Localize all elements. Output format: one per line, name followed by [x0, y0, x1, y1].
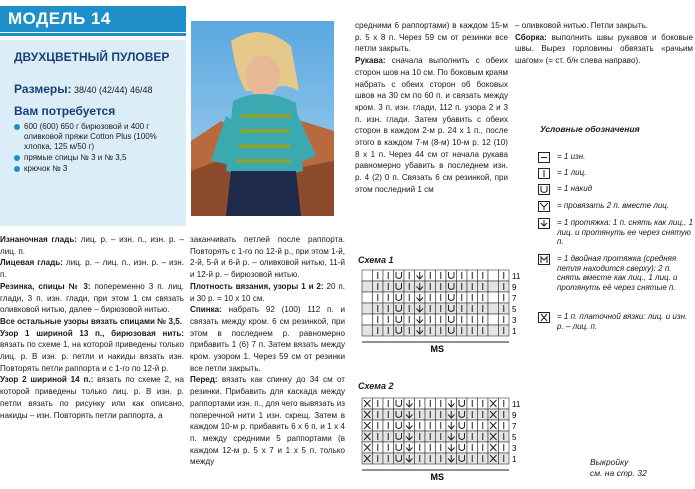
row-label: 9 [512, 283, 517, 292]
c4-body2: выполнить швы рукавов и боковые швы. Вырез горловины обвязать «рачьим шагом» (= ст. б/н слева направо). [515, 32, 693, 66]
row-label: 3 [512, 444, 517, 453]
chart-cell [457, 453, 468, 464]
c2-title3: Спинка: [190, 305, 222, 315]
c2-title2: Плотность вязания, узоры 1 и 2: [190, 281, 324, 291]
c2-body4: вязать как спинку до 34 см от резинки. Прибавить для каскада между раппортами изн. п., для чего вывязать из поперечной нити 1 изн. скрещ. Затем в каждом 10-м р. прибавить 6 х 6 п. и 1 х 4 п. между средними 5 раппортами (в каждом 12-м р. 5 х 7 и 1 х 5 п. только между [190, 375, 346, 467]
row-label: 11 [512, 400, 521, 409]
text-column-4 [515, 20, 693, 67]
material-item: прямые спицы № 3 и № 3,5 [14, 153, 182, 163]
p1-body: лиц. р. – изн. п., изн. р. – лиц. п. [0, 235, 185, 256]
legend-item: = 1 п. платочной вязки: лиц. и изн. р. – лиц. п. [538, 312, 695, 331]
material-item: 600 (600) 650 г бирюзовой и 400 г оливковой пряжи Cotton Plus (100% хлопка, 125 м/50 г) [14, 122, 182, 152]
p2-body: лиц. р. – лиц. п., изн. р. – изн. п. [0, 258, 184, 280]
c2-body2: 20 п. и 30 р. = 10 х 10 см. [190, 281, 345, 303]
yarnover-symbol-icon [538, 184, 550, 195]
sizes-label: Размеры: [14, 82, 72, 96]
legend-item: = 1 двойная протяжка (средняя петля находится сверху): 2 п. снять вместе как лиц., 1 лиц. и протянуть её через снятые п. [538, 254, 695, 292]
c3-text1: средними 6 раппортами) в каждом 15-м р. 5 х 8 п. Через 59 см от резинки все петли закрыть. [355, 21, 508, 54]
chart-cell [457, 409, 468, 420]
p6-body: вязать по схеме 2, на которой приведены только лиц. р. В изн. р. петли вязать по рисунку или как описано, накиды – изн. Повторять петли раппорта, а [0, 375, 184, 420]
chart-cell [362, 325, 373, 336]
chart-cell [457, 420, 468, 431]
chart-cell [394, 431, 405, 442]
model-header: МОДЕЛЬ 14 [0, 6, 186, 32]
chart-cell [488, 314, 499, 325]
pattern-title: ДВУХЦВЕТНЫЙ ПУЛОВЕР [14, 50, 170, 64]
chart-cell [394, 420, 405, 431]
chart1-title: Схема 1 [358, 255, 394, 265]
c3-body2: сначала выполнить с обеих сторон шов на 10 см. По боковым краям набрать с обеих сторон об боковых швов на 30 см по 60 п. и связать между кром. 3 п. изн. глади, 112 п. узора 2 и 3 п. изн. глади. Затем убавить с обеих сторон в каждом 2-м р. 24 х 1 п., после этого в каждом 7-м (8-м) 10-м р. 12 (10) 8 х 1 п. Через 44 см от начала рукава равномерно убавить в последнем изн. р. 4 (2) 0 п. Связать 6 см резинкой, при этом последний 1 см [355, 56, 508, 194]
row-label: 5 [512, 433, 517, 442]
materials-list [14, 122, 182, 175]
row-label: 9 [512, 411, 517, 420]
chart-cell [488, 292, 499, 303]
chart-cell [362, 303, 373, 314]
chart-cell [446, 303, 457, 314]
c4-text1: – оливковой нитью. Петли закрыть. [515, 21, 649, 30]
c2-title4: Перед: [190, 375, 218, 385]
text-column-2 [190, 234, 345, 468]
chart-cell [362, 292, 373, 303]
chart2-grid [360, 396, 525, 481]
chart-cell [446, 325, 457, 336]
legend-item: = 1 лиц. [538, 168, 695, 178]
legend-title: Условные обозначения [540, 124, 640, 134]
c2-text1: заканчивать петлей после раппорта. Повторять с 1-го по 12-й р., при этом 1-й, 2-й, 5-й и 6-й р. – оливковой нитью, 11-й и 12-й р. – бирюзовой нитью. [190, 235, 345, 280]
legend-item: = 1 накид [538, 184, 695, 194]
chart-cell [446, 292, 457, 303]
chart-cell [394, 442, 405, 453]
ms-label: MS [430, 344, 444, 353]
legend-item: = провязать 2 п. вместе лиц. [538, 201, 695, 211]
row-label: 11 [512, 272, 521, 281]
p5-body: вязать по схеме 1, на которой приведены только лиц. р. В изн. р. петли и накиды вязать изн. Повторять петли раппорта и с 1-го по 12-й р. [0, 340, 184, 373]
chart-cell [394, 303, 405, 314]
chart-cell [446, 314, 457, 325]
chart-cell [362, 281, 373, 292]
material-item: крючок № 3 [14, 164, 182, 174]
chart-cell [394, 409, 405, 420]
p2-title: Лицевая гладь: [0, 258, 63, 268]
sizes-value: 38/40 (42/44) 46/48 [73, 85, 153, 95]
c2-body3: набрать 92 (100) 112 п. и связать между кром. 6 см резинкой, при этом в последнем р. равномерно прибавить 1 (6) 7 п. Затем вязать между кром. узором 1. Через 59 см от резинки все петли закрыть. [190, 305, 345, 373]
chart-cell [394, 325, 405, 336]
p4-title: Все остальные узоры вязать спицами № 3,5. [0, 316, 182, 326]
chart-cell [457, 398, 468, 409]
chart-cell [362, 270, 373, 281]
chart-cell [488, 270, 499, 281]
chart-cell [488, 303, 499, 314]
text-column-3 [355, 20, 508, 196]
p3-body: попеременно 3 п. лиц. глади, 3 п. изн. глади, при этом 1 см связать оливковой нитью, далее – бирюзовой нитью. [0, 281, 184, 315]
chart-cell [362, 314, 373, 325]
model-photo [191, 21, 334, 216]
chart-cell [394, 398, 405, 409]
row-label: 1 [512, 327, 517, 336]
row-label: 3 [512, 316, 517, 325]
chart-cell [446, 270, 457, 281]
chart-cell [394, 453, 405, 464]
ssk-symbol-icon [538, 218, 550, 229]
header-rule [0, 33, 186, 36]
p1-title: Изнаночная гладь: [0, 235, 77, 244]
row-label: 7 [512, 294, 517, 303]
purl-symbol-icon [538, 152, 550, 163]
chart-cell [394, 314, 405, 325]
chart2-title: Схема 2 [358, 381, 394, 391]
legend-item: = 1 изн. [538, 152, 695, 162]
double-decrease-symbol-icon [538, 254, 550, 265]
p5-title: Узор 1 шириной 13 п., бирюзовая нить: [0, 328, 184, 338]
row-label: 5 [512, 305, 517, 314]
k2tog-symbol-icon [538, 201, 550, 212]
chart-cell [394, 292, 405, 303]
ms-label: MS [430, 472, 444, 481]
c4-title2: Сборка: [515, 32, 547, 42]
chart-cell [394, 281, 405, 292]
sizes [14, 82, 153, 96]
chart-cell [488, 281, 499, 292]
p3-title: Резинка, спицы № 3: [0, 281, 91, 291]
garter-symbol-icon [538, 312, 550, 323]
materials-heading: Вам потребуется [14, 104, 116, 118]
chart-cell [446, 281, 457, 292]
chart1-grid [360, 268, 525, 353]
text-column-1 [0, 234, 184, 421]
p6-title: Узор 2 шириной 14 п.: [0, 375, 94, 385]
row-label: 1 [512, 455, 517, 464]
row-label: 7 [512, 422, 517, 431]
legend-item: = 1 протяжка: 1 п. снять как лиц., 1 лиц. и протянуть ее через снятую п. [538, 218, 695, 247]
pattern-reference: Выкройку см. на стр. 32 [590, 457, 647, 478]
c3-title2: Рукава: [355, 56, 386, 66]
chart-cell [394, 270, 405, 281]
knit-symbol-icon [538, 168, 550, 179]
chart-cell [457, 431, 468, 442]
chart-cell [488, 325, 499, 336]
chart-cell [457, 442, 468, 453]
